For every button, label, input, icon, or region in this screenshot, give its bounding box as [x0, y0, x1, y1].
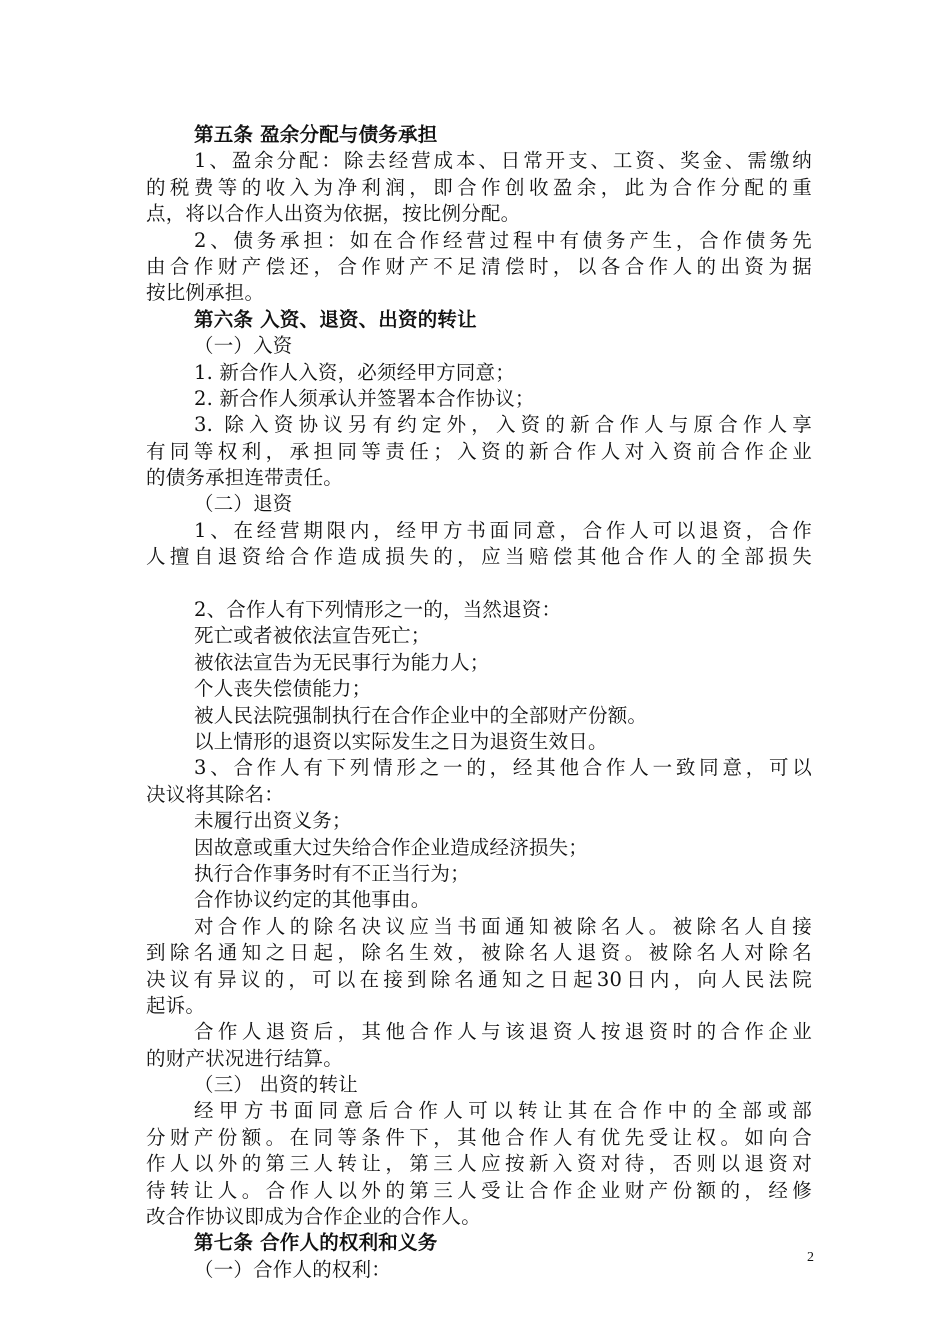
text-line: 3. 除入资协议另有约定外，入资的新合作人与原合作人享	[194, 413, 812, 437]
text-line: （三） 出资的转让	[194, 1073, 358, 1097]
text-line: 决议有异议的，可以在接到除名通知之日起30日内，向人民法院	[146, 967, 812, 991]
text-line: 以上情形的退资以实际发生之日为退资生效日。	[194, 729, 608, 753]
text-line: 分财产份额。在同等条件下，其他合作人有优先受让权。如向合	[146, 1125, 812, 1149]
section-heading: 第六条 入资、退资、出资的转让	[194, 307, 477, 331]
text-line: 的税费等的收入为净利润，即合作创收盈余，此为合作分配的重	[146, 175, 812, 199]
text-line: 人擅自退资给合作造成损失的，应当赔偿其他合作人的全部损失	[146, 545, 812, 569]
text-line	[146, 571, 812, 597]
page-number: 2	[807, 1250, 814, 1265]
text-line: 因故意或重大过失给合作企业造成经济损失；	[194, 835, 589, 859]
text-line: 1、盈余分配：除去经营成本、日常开支、工资、奖金、需缴纳	[194, 149, 812, 173]
text-line: 1. 新合作人入资，必须经甲方同意；	[194, 360, 515, 384]
text-line: 的财产状况进行结算。	[146, 1046, 344, 1070]
text-line: 有同等权利，承担同等责任；入资的新合作人对入资前合作企业	[146, 439, 812, 463]
text-line: 待转让人。合作人以外的第三人受让合作企业财产份额的，经修	[146, 1178, 812, 1202]
text-line: 2. 新合作人须承认并签署本合作协议；	[194, 386, 535, 410]
document-body	[146, 122, 812, 1283]
text-line: 对合作人的除名决议应当书面通知被除名人。被除名人自接	[194, 914, 812, 938]
text-line: 起诉。	[146, 993, 206, 1017]
text-line: 作人以外的第三人转让，第三人应按新入资对待，否则以退资对	[146, 1152, 812, 1176]
text-line: 死亡或者被依法宣告死亡；	[194, 624, 431, 648]
text-line: 1、在经营期限内，经甲方书面同意，合作人可以退资，合作	[194, 518, 812, 542]
text-line: 合作协议约定的其他事由。	[194, 888, 431, 912]
section-heading: 第五条 盈余分配与债务承担	[194, 123, 438, 146]
text-line: 按比例承担。	[146, 281, 265, 305]
text-line: 点，将以合作人出资为依据，按比例分配。	[146, 202, 521, 226]
text-line: （二）退资	[194, 492, 293, 516]
text-line: （一）入资	[194, 334, 293, 358]
text-line: 由合作财产偿还，合作财产不足清偿时，以各合作人的出资为据	[146, 254, 812, 278]
text-line: （一）合作人的权利：	[194, 1257, 392, 1281]
text-line: 到除名通知之日起，除名生效，被除名人退资。被除名人对除名	[146, 941, 812, 965]
section-heading: 第七条 合作人的权利和义务	[194, 1231, 438, 1255]
text-line: 2、债务承担：如在合作经营过程中有债务产生，合作债务先	[194, 228, 812, 252]
text-line: 未履行出资义务；	[194, 809, 352, 833]
text-line: 的债务承担连带责任。	[146, 466, 344, 490]
text-line: 决议将其除名：	[146, 782, 284, 806]
text-line: 被人民法院强制执行在合作企业中的全部财产份额。	[194, 703, 648, 727]
text-line: 合作人退资后，其他合作人与该退资人按退资时的合作企业	[194, 1020, 812, 1044]
text-line: 2、合作人有下列情形之一的，当然退资：	[194, 598, 562, 622]
text-line: 3、合作人有下列情形之一的，经其他合作人一致同意，可以	[194, 756, 812, 780]
text-line: 个人丧失偿债能力；	[194, 677, 372, 701]
text-line: 经甲方书面同意后合作人可以转让其在合作中的全部或部	[194, 1099, 812, 1123]
text-line: 执行合作事务时有不正当行为；	[194, 861, 470, 885]
text-line: 被依法宣告为无民事行为能力人；	[194, 650, 490, 674]
text-line: 改合作协议即成为合作企业的合作人。	[146, 1205, 481, 1229]
